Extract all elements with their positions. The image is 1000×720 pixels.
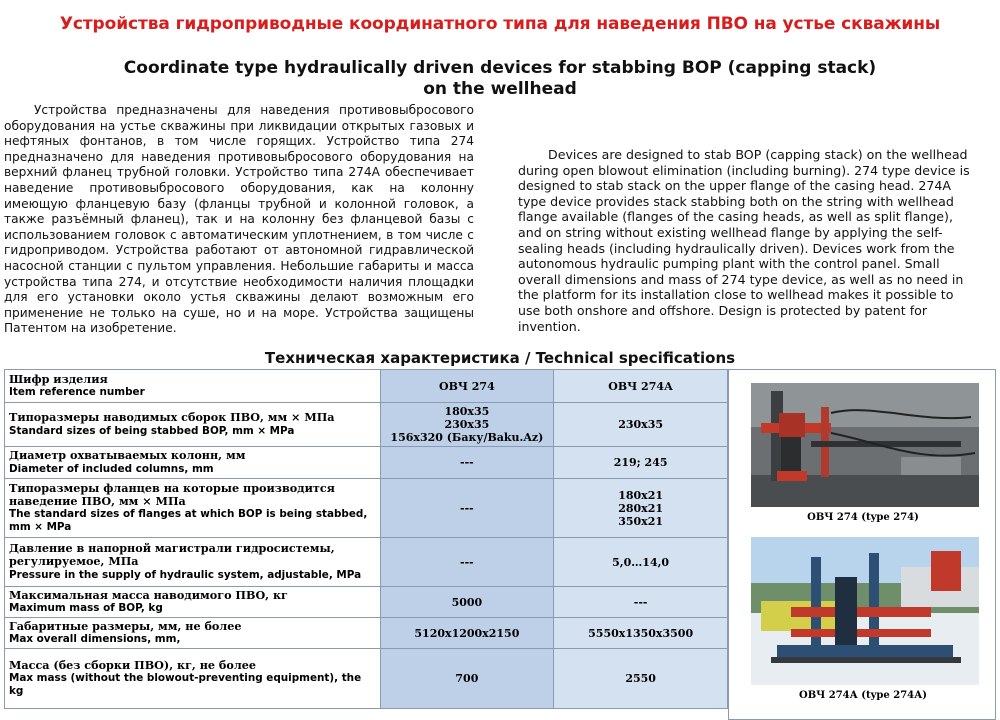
spec-label [5,649,381,709]
spec-label [5,403,381,447]
spec-value-line: 5550x1350x3500 [588,626,694,640]
spec-value-line: 5000 [451,595,483,609]
photos-panel [728,369,996,720]
spec-label-en: Standard sizes of being stabbed BOP, mm × MPa [9,424,295,437]
spec-value-274 [380,587,554,618]
spec-value-line: --- [460,501,474,515]
spec-value-line: 700 [455,672,479,685]
spec-value-274a [554,479,728,538]
spec-label-ru: Максимальная масса наводимого ПВО, кг [9,587,288,602]
spec-value-274a [554,538,728,587]
spec-label-en: Diameter of included columns, mm [9,462,214,475]
spec-value-274 [380,538,554,587]
spec-label-en: Max mass (without the blowout-preventing equipment), the kg [9,671,362,698]
photo-caption-274a: ОВЧ 274А (type 274А) [798,690,928,701]
spec-value-line: 230x35 [618,418,664,431]
spec-value-274a [554,587,728,618]
spec-value-line: --- [460,555,474,569]
spec-value-line: 230x35 [444,418,490,431]
device-274a-photo [751,537,979,685]
spec-value-line: 2550 [625,672,656,685]
spec-value-274a [554,403,728,447]
spec-value-line: 280x21 [618,501,664,515]
spec-value-line: 180x35 [444,405,490,418]
page-title-en-line2: on the wellhead [423,79,577,99]
spec-label-ru: Диаметр охватываемых колонн, мм [9,448,246,463]
table-row [5,479,728,538]
spec-label-ru: Типоразмеры фланцев на которые производится наведение ПВО, мм × МПа [9,480,335,508]
table-row [5,649,728,709]
spec-value-line: 219; 245 [613,456,668,469]
spec-label [5,479,381,538]
spec-value-274 [380,403,554,447]
header-col-274a: ОВЧ 274А [554,370,728,403]
spec-value-line: 5,0…14,0 [612,555,670,569]
spec-label [5,618,381,649]
device-274-photo [751,383,979,507]
spec-value-line: 350x21 [618,514,664,528]
spec-label-ru: Давление в напорной магистрали гидросистемы, регулируемое, МПа [9,541,335,569]
spec-value-274a [554,618,728,649]
table-row [5,403,728,447]
header-label [5,370,381,403]
spec-label-en: Maximum mass of BOP, kg [9,602,163,614]
header-label-en: Item reference number [9,386,145,398]
spec-value-274 [380,649,554,709]
spec-value-274a [554,649,728,709]
spec-label [5,587,381,618]
page-title-en [0,58,1000,100]
spec-label [5,447,381,479]
spec-label-ru: Типоразмеры наводимых сборок ПВО, мм × МПа [9,410,335,425]
spec-value-line: 5120x1200x2150 [414,626,520,640]
table-row [5,447,728,479]
spec-label-en: The standard sizes of flanges at which BOP is being stabbed, mm × MPa [9,508,368,534]
table-row [5,587,728,618]
spec-label-en: Pressure in the supply of hydraulic system, adjustable, MPa [9,568,362,581]
header-col-274: ОВЧ 274 [380,370,554,403]
description-ru: Устройства предназначены для наведения противовыбросового оборудования на устье скважины при ликвидации открытых газовых и нефтяных фонтанов, в том числе горящих. Устройство типа 274 предназначено для наведения противовыбросового оборудования на верхний фланец трубной головки. Устройство типа 274А обеспечивает наведение противовыбросового оборудования, как на колонну имеющую фланцевую базу (фланцы трубной и колонной головок, а также разъёмный фланец), так и на колонну без фланцевой базы с использованием головок с автоматическим уплотнением, в том числе с гидроприводом. Устройства работают от автономной гидравлической насосной станции с пультом управления. Небольшие габариты и масса устройства типа 274, и отсутствие необходимости наличия площадки для его установки около устья скважины делают возможным его применение не только на суше, но и на море. Устройства защищены Патентом на изобретение. [4,103,474,336]
page-title-ru: Устройства гидроприводные координатного типа для наведения ПВО на устье скважины [59,14,941,34]
spec-label-ru: Габаритные размеры, мм, не более [9,618,242,633]
spec-label-en: Max overall dimensions, mm, [9,633,181,645]
page-title-en-line1: Coordinate type hydraulically driven devices for stabbing BOP (capping stack) [123,58,877,78]
photo-caption-274: ОВЧ 274 (type 274) [807,512,919,523]
spec-value-line: --- [633,595,648,609]
spec-value-line: 156x320 (Баку/Baku.Az) [390,431,544,444]
spec-value-line: 180x21 [618,488,664,502]
table-header-row [5,370,728,403]
spec-label-ru: Масса (без сборки ПВО), кг, не более [9,657,256,672]
specs-heading: Техническая характеристика / Technical specifications [264,349,736,367]
specs-table [4,369,728,709]
table-row [5,538,728,587]
description-en: Devices are designed to stab BOP (capping stack) on the wellhead during open blowout elimination (including burning). 274 type device is designed to stab stack on the upper flange of the casing head. 274A type device provides stack stabbing both on the string with wellhead flange available (flanges of the casing heads, as well as split flange), and on string without existing wellhead flange by applying the self-sealing heads (including hydraulically driven). Devices work from the autonomous hydraulic pumping plant with the control panel. Small overall dimensions and mass of 274 type device, as well as no need in the platform for its installation close to wellhead makes it possible to use both onshore and offshore. Design is protected by patent for invention. [518,147,970,334]
spec-value-274 [380,447,554,479]
spec-value-274 [380,618,554,649]
header-label-ru: Шифр изделия [9,371,108,386]
spec-value-274a [554,447,728,479]
table-row [5,618,728,649]
spec-label [5,538,381,587]
spec-value-line: --- [460,456,474,469]
spec-value-274 [380,479,554,538]
